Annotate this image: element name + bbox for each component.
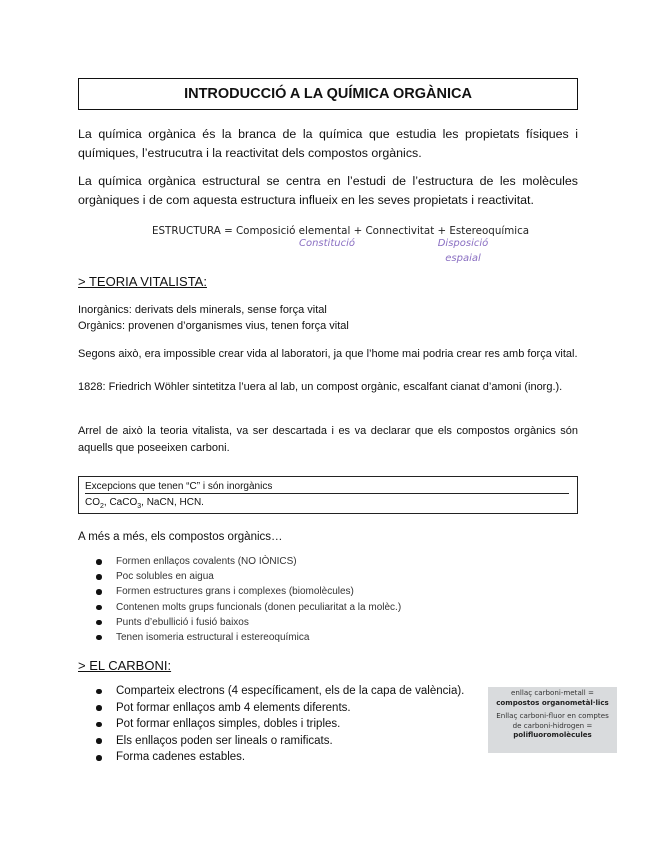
exceptions-list: $CO_2$, CaCO$_3$, NaCN, HCN.	[85, 497, 204, 510]
list-item: Pot formar enllaços simples, dobles i triples.	[116, 716, 464, 733]
list-item: Poc solubles en aigua	[116, 569, 401, 584]
list-item: Formen enllaços covalents (NO IÒNICS)	[116, 554, 401, 569]
inorganics-line: Inorgànics: derivats dels minerals, sense força vital	[78, 304, 327, 316]
section-heading-vitalista: > TEORIA VITALISTA:	[78, 274, 207, 289]
carbon-properties-list	[78, 683, 464, 766]
list-item: Pot formar enllaços amb 4 elements diferents.	[116, 700, 464, 717]
organic-properties-list	[78, 554, 401, 645]
organics-line: Orgànics: provenen d’organismes vius, tenen força vital	[78, 320, 349, 332]
segons-paragraph: Segons això, era impossible crear vida al laboratori, ja que l’home mai podria crear res amb força vital.	[78, 348, 578, 360]
wohler-paragraph: 1828: Friedrich Wöhler sintetitza l’uera al lab, un compost orgànic, escalfant cianat d’amoni (inorg.).	[78, 381, 563, 393]
formula-espaial: espaial	[445, 253, 481, 264]
list-item: Comparteix electrons (4 específicament, els de la capa de valència).	[116, 683, 464, 700]
list-item: Contenen molts grups funcionals (donen peculiaritat a la molèc.)	[116, 600, 401, 615]
formula-disposicio: Disposició	[437, 238, 489, 249]
formula-constitucio: Constitució	[298, 238, 355, 249]
side-note-box	[488, 687, 617, 753]
list-item: Els enllaços poden ser lineals o ramificats.	[116, 733, 464, 750]
page-title: INTRODUCCIÓ A LA QUÍMICA ORGÀNICA	[78, 78, 578, 110]
intro-paragraph-2: La química orgànica estructural se centra en l’estudi de l’estructura de les molècules orgàniques i de com aquesta estructura influeix en les seves propietats i reactivitat.	[78, 174, 578, 207]
arrel-paragraph: Arrel de això la teoria vitalista, va ser descartada i es va declarar que els compostos orgànics són aquells que poseeixen carboni.	[78, 425, 578, 454]
side-note-line: Enllaç carboni-fluor en comptes	[496, 711, 609, 721]
side-note-line: enllaç carboni-metall =	[511, 688, 594, 697]
list-item: Forma cadenes estables.	[116, 749, 464, 766]
side-note-line: de carboni-hidrogen =	[512, 720, 593, 730]
side-note-line: polifluoromolècules	[513, 730, 592, 740]
a-mes-intro: A més a més, els compostos orgànics…	[78, 531, 283, 543]
side-note-line: compostos organometàl·lics	[496, 697, 609, 707]
list-item: Formen estructures grans i complexes (biomolècules)	[116, 584, 401, 599]
intro-paragraph-1: La química orgànica és la branca de la química que estudia les propietats físiques i químiques, l’estrucutra i la reactivitat dels compostos orgànics.	[78, 127, 578, 160]
structure-formula: ESTRUCTURA = Composició elemental + Connectivitat + Estereoquímica	[152, 225, 530, 237]
list-item: Punts d’ebullició i fusió baixos	[116, 615, 401, 630]
exceptions-box	[78, 476, 578, 514]
list-item: Tenen isomeria estructural i estereoquímica	[116, 630, 401, 645]
exceptions-title: Excepcions que tenen “C” i són inorgànics	[85, 481, 569, 494]
section-heading-carboni: > EL CARBONI:	[78, 658, 172, 673]
